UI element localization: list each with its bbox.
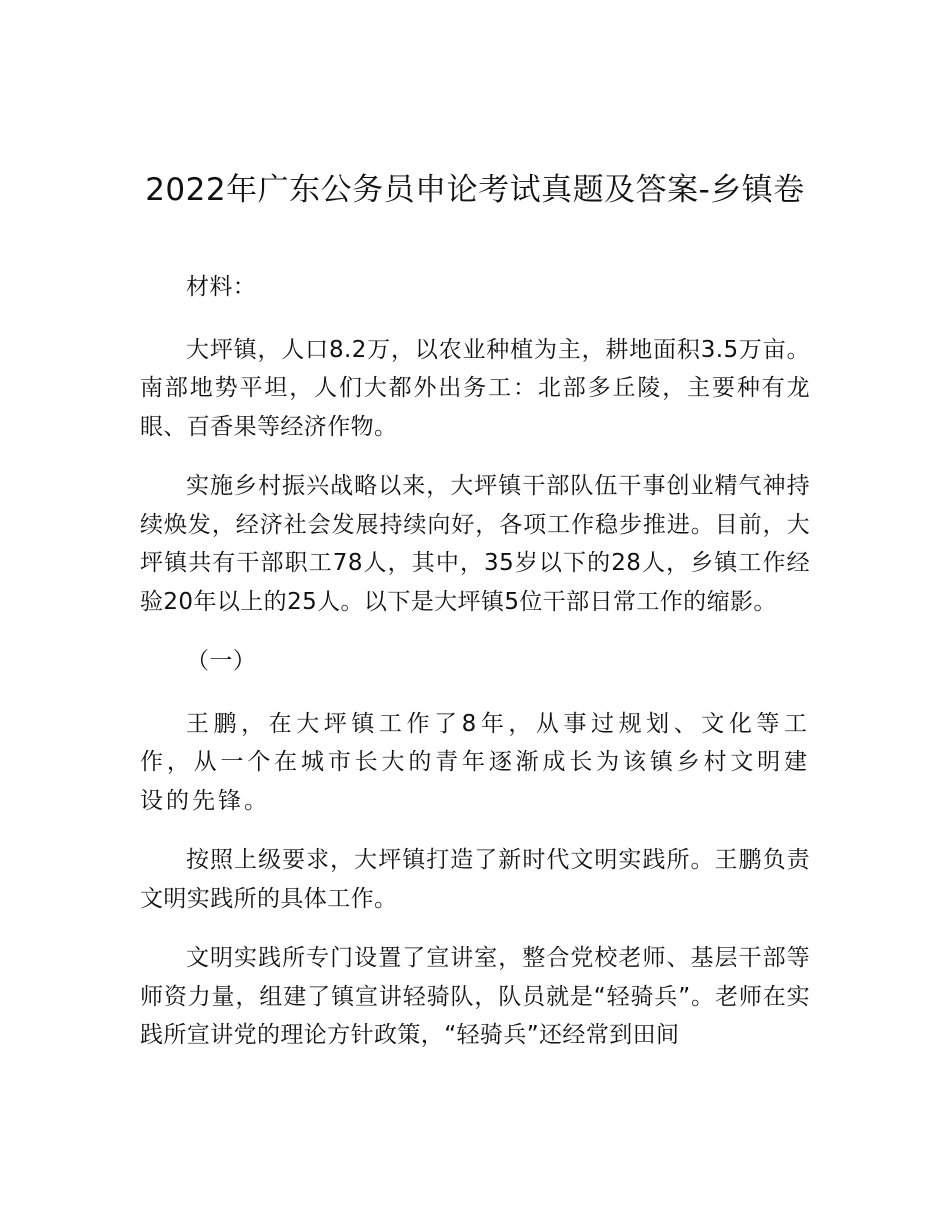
paragraph-materials-label: 材料： — [186, 274, 257, 300]
paragraph-town-overview: 大坪镇，人口8.2万，以农业种植为主，耕地面积3.5万亩。南部地势平坦，人们大都外出务工：北部多丘陵，主要种有龙眼、百香果等经济作物。 — [140, 336, 810, 440]
paragraph-rural-revitalization: 实施乡村振兴战略以来，大坪镇干部队伍干事创业精气神持续焕发，经济社会发展持续向好，各项工作稳步推进。目前，大坪镇共有干部职工78人，其中，35岁以下的28人，乡镇工作经验20年以上的25人。以下是大坪镇5位干部日常工作的缩影。 — [140, 473, 810, 615]
document-title: 2022年广东公务员申论考试真题及答案-乡镇卷 — [145, 172, 805, 208]
paragraph-section-one: （一） — [186, 648, 257, 674]
paragraph-wang-peng-intro: 王鹏，在大坪镇工作了8年，从事过规划、文化等工作，从一个在城市长大的青年逐渐成长为该镇乡村文明建设的先锋。 — [140, 710, 810, 814]
document-body — [140, 268, 810, 1076]
paragraph-lecture-team: 文明实践所专门设置了宣讲室，整合党校老师、基层干部等师资力量，组建了镇宣讲轻骑队，队员就是“轻骑兵”。老师在实践所宣讲党的理论方针政策，“轻骑兵”还经常到田间 — [140, 945, 810, 1048]
paragraph-civilization-center: 按照上级要求，大坪镇打造了新时代文明实践所。王鹏负责文明实践所的具体工作。 — [140, 847, 810, 912]
